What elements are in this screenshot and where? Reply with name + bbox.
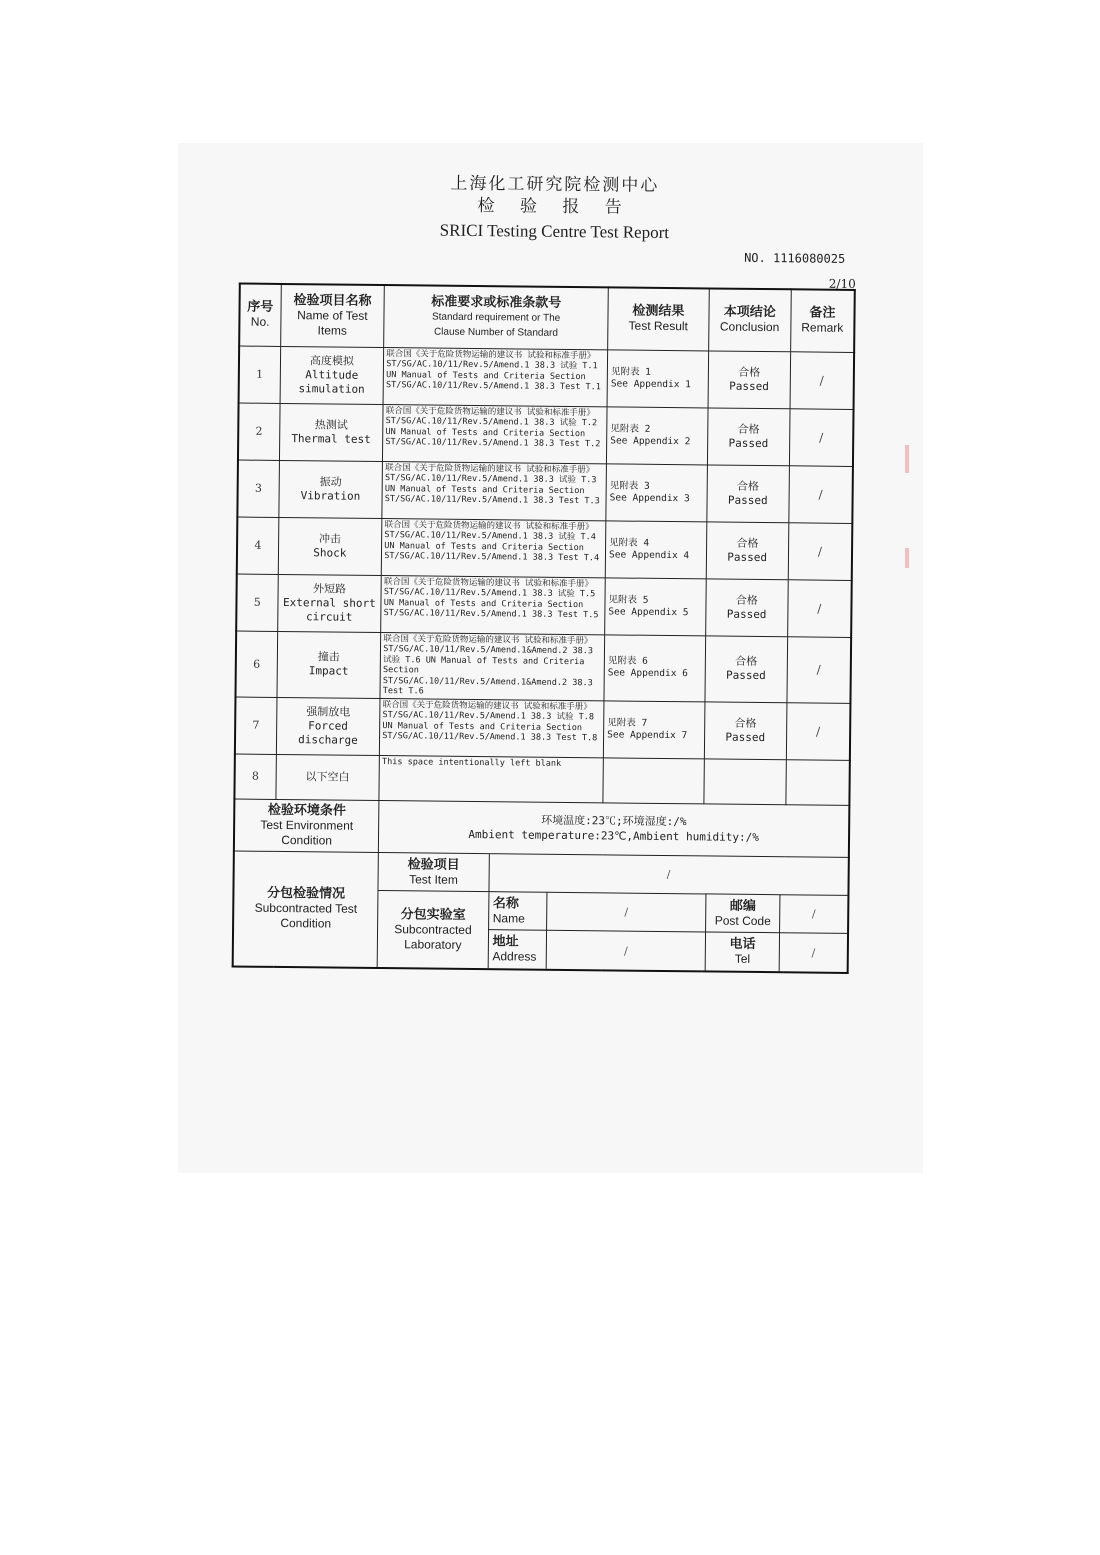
seal-edge-mark [905,445,909,473]
test-result: 见附表 1 See Appendix 1 [607,349,708,407]
test-item-value: / [489,854,848,896]
conclusion: 合格 Passed [706,521,789,579]
test-item-name: 热测试 Thermal test [279,403,383,461]
postcode-value: / [780,895,848,934]
remark: / [786,702,850,760]
standard-clause: This space intentionally left blank [379,755,603,802]
test-item-name: 高度模拟 Altitude simulation [280,346,384,404]
test-item-name: 以下空白 [275,754,379,800]
standard-clause: 联合国《关于危险货物运输的建议书 试验和标准手册》ST/SG/AC.10/11/Rev.5/Amend.1&Amend.2 38.3 试验 T.6 UN Manual of Tests and Criteria Section ST/SG/AC.10/11/Rev.5/Amend.1&Amend.2 38.3 Test T.6 [380,632,604,700]
environment-value: 环境温度:23℃;环境湿度:/% Ambient temperature:23℃,Ambient humidity:/% [379,800,850,857]
test-item-name: 强制放电 Forced discharge [276,697,380,755]
test-item-label: 检验项目 Test Item [379,853,489,892]
conclusion: 合格 Passed [707,464,790,522]
test-item-name: 振动 Vibration [278,460,382,518]
test-report-document [189,170,890,966]
standard-clause: 联合国《关于危险货物运输的建议书 试验和标准手册》ST/SG/AC.10/11/Rev.5/Amend.1 38.3 试验 T.3 UN Manual of Tests and Criteria Section ST/SG/AC.10/11/Rev.5/Amend.1 38.3 Test T.3 [382,461,606,520]
remark: / [788,522,852,580]
test-item-name: 外短路 External short circuit [277,574,381,632]
environment-label: 检验环境条件 Test Environment Condition [234,798,379,852]
table-row [237,460,853,523]
row-number: 3 [237,460,279,517]
remark: / [789,465,853,523]
conclusion: 合格 Passed [705,578,788,636]
address-value: / [546,931,706,971]
row-number: 6 [235,631,277,697]
test-results-table [232,283,856,974]
tel-label: 电话 Tel [705,932,779,971]
page-number: 2/10 [828,276,856,291]
conclusion [704,758,787,804]
remark: / [787,636,851,703]
standard-clause: 联合国《关于危险货物运输的建议书 试验和标准手册》ST/SG/AC.10/11/Rev.5/Amend.1 38.3 试验 T.4 UN Manual of Tests and Criteria Section ST/SG/AC.10/11/Rev.5/Amend.1 38.3 Test T.4 [382,518,606,577]
standard-clause: 联合国《关于危险货物运输的建议书 试验和标准手册》ST/SG/AC.10/11/Rev.5/Amend.1 38.3 试验 T.1 UN Manual of Tests and Criteria Section ST/SG/AC.10/11/Rev.5/Amend.1 38.3 Test T.1 [383,347,607,406]
seal-edge-mark [905,548,909,568]
conclusion: 合格 Passed [707,407,790,465]
test-result: 见附表 7 See Appendix 7 [603,700,704,758]
subcontract-table [378,853,848,972]
standard-clause: 联合国《关于危险货物运输的建议书 试验和标准手册》ST/SG/AC.10/11/Rev.5/Amend.1 38.3 试验 T.8 UN Manual of Tests and Criteria Section ST/SG/AC.10/11/Rev.5/Amend.1 38.3 Test T.8 [380,698,604,757]
standard-clause: 联合国《关于危险货物运输的建议书 试验和标准手册》ST/SG/AC.10/11/Rev.5/Amend.1 38.3 试验 T.5 UN Manual of Tests and Criteria Section ST/SG/AC.10/11/Rev.5/Amend.1 38.3 Test T.5 [381,575,605,634]
test-result: 见附表 2 See Appendix 2 [607,406,708,464]
table-row [235,631,851,703]
row-number: 5 [236,574,278,631]
standard-clause: 联合国《关于危险货物运输的建议书 试验和标准手册》ST/SG/AC.10/11/Rev.5/Amend.1 38.3 试验 T.2 UN Manual of Tests and Criteria Section ST/SG/AC.10/11/Rev.5/Amend.1 38.3 Test T.2 [383,404,607,463]
environment-row [234,798,850,856]
table-row [236,574,852,637]
conclusion: 合格 Passed [704,701,787,759]
subcontract-row [233,850,849,972]
table-row [235,697,851,760]
row-number: 4 [237,517,279,574]
name-label: 名称 Name [488,892,547,931]
table-row [238,403,854,466]
address-label: 地址 Address [488,930,547,969]
report-title-en: SRICI Testing Centre Test Report [439,220,670,243]
subcontract-label: 分包检验情况 Subcontracted Test Condition [233,850,379,968]
test-result: 见附表 5 See Appendix 5 [605,577,706,635]
table-row [234,754,849,805]
tel-value: / [811,946,816,960]
org-title: 上海化工研究院检测中心 [450,173,660,196]
lab-label: 分包实验室 Subcontracted Laboratory [378,891,489,968]
remark: / [787,579,851,637]
report-title-cn: 检 验 报 告 [477,196,632,218]
remark: / [790,351,854,409]
table-header-row [239,284,855,352]
table-row [237,517,853,580]
name-value: / [546,893,706,933]
test-result: 见附表 3 See Appendix 3 [606,463,707,521]
col-header-remark: 备注 Remark [790,289,854,352]
row-number: 2 [238,403,280,460]
row-number: 8 [234,754,276,799]
test-result: 见附表 4 See Appendix 4 [605,520,706,578]
test-result: 见附表 6 See Appendix 6 [604,634,705,701]
col-header-result: 检测结果 Test Result [608,287,709,350]
conclusion: 合格 Passed [708,350,791,408]
row-number: 1 [239,346,281,403]
conclusion: 合格 Passed [705,635,788,702]
col-header-standard: 标准要求或标准条款号 Standard requirement or The Clause Number of Standard [384,285,608,349]
col-header-no: 序号 No. [239,284,281,346]
table-row [239,346,855,409]
col-header-conclusion: 本项结论 Conclusion [708,288,791,351]
remark [786,759,850,805]
test-item-name: 撞击 Impact [277,631,381,698]
report-number: NO. 1116080025 [744,250,846,266]
remark: / [789,408,853,466]
row-number: 7 [235,697,277,754]
test-item-name: 冲击 Shock [278,517,382,575]
postcode-label: 邮编 Post Code [706,894,780,933]
test-result [603,757,704,803]
col-header-item: 检验项目名称 Name of Test Items [280,284,384,347]
